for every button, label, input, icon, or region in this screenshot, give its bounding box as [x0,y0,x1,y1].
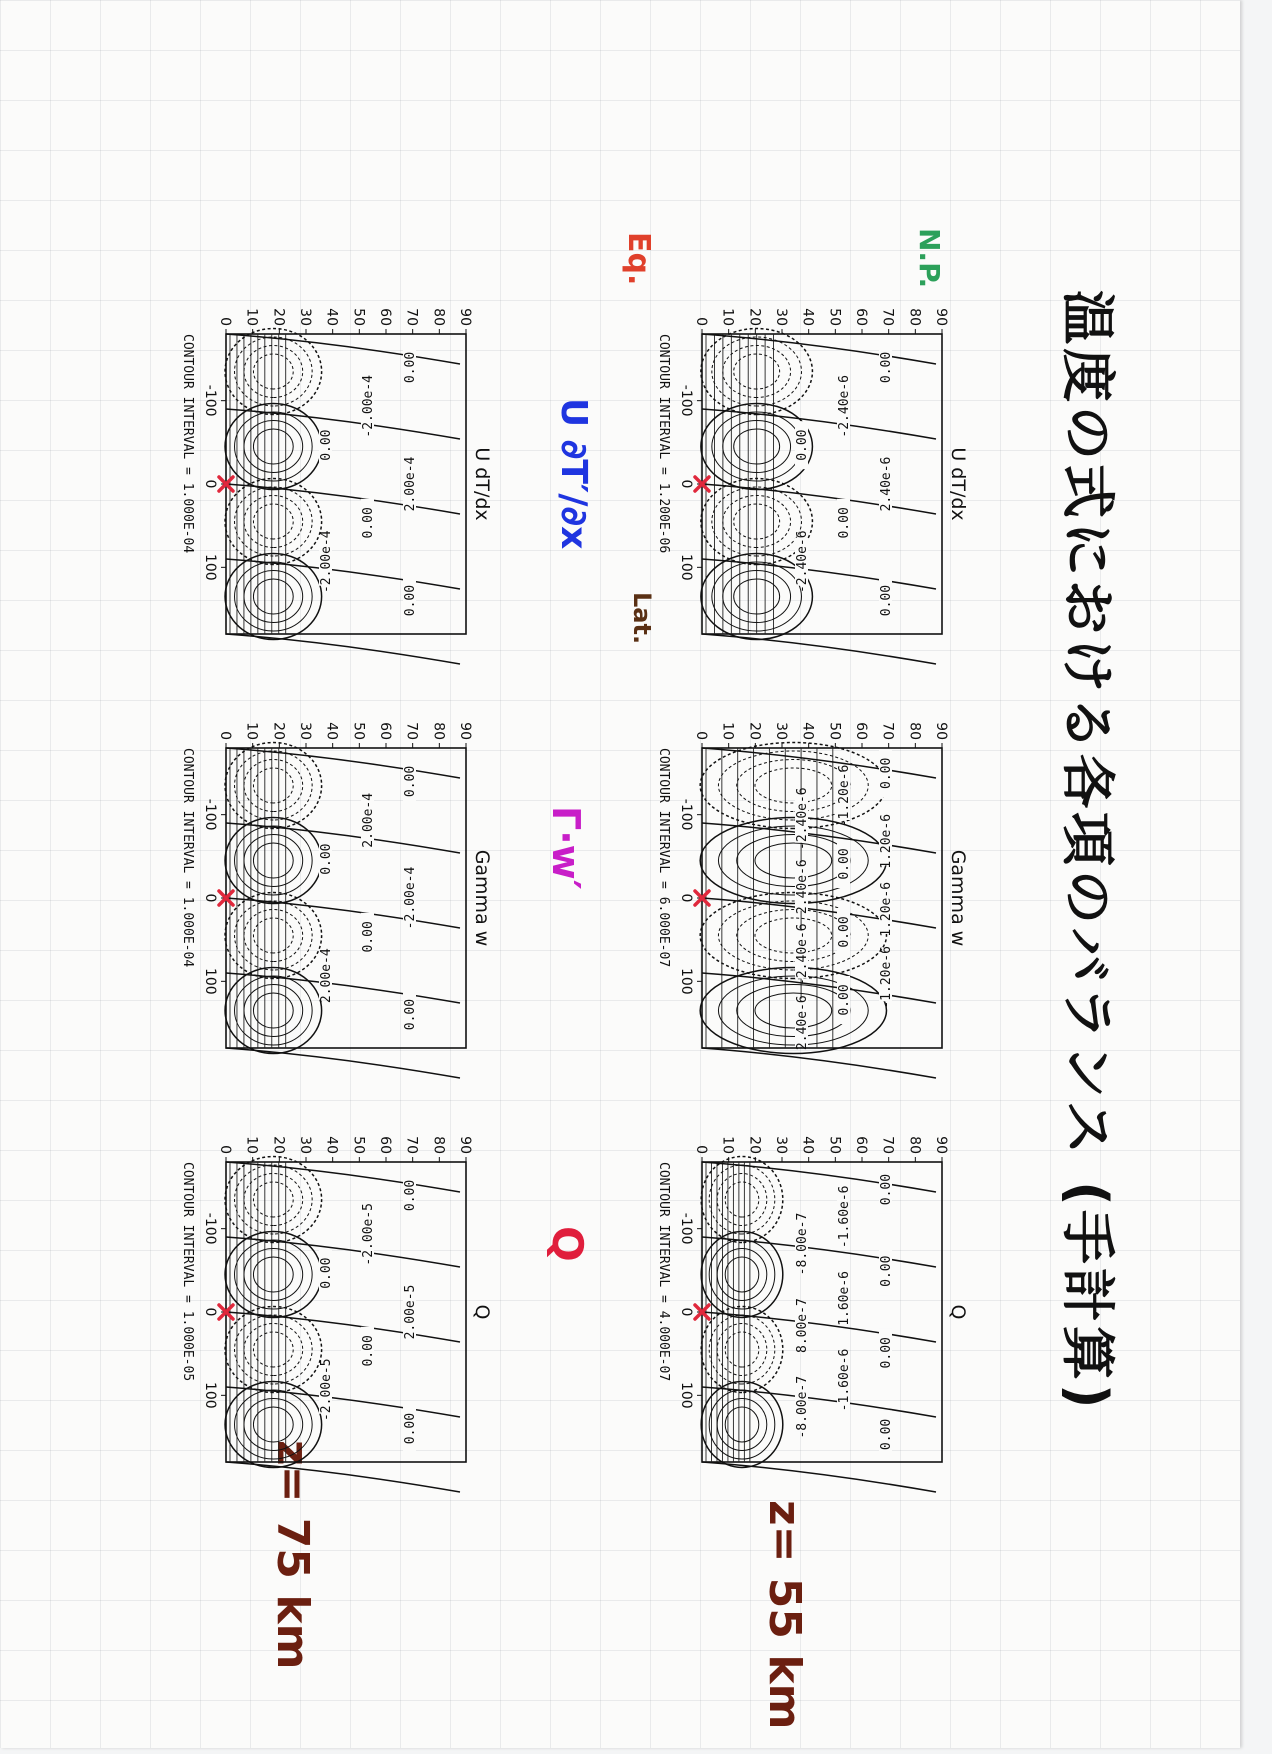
zero-contour [226,334,460,364]
contour-label: -2.40e-6 [795,787,810,850]
contour-label: -2.40e-6 [795,923,810,986]
panel-z55-q [646,1114,970,1474]
contour-label: 0.00 [837,916,852,948]
contour-label: -1.60e-6 [837,1348,852,1412]
contour-cell [253,429,293,464]
contour-label: 2.00e-4 [361,792,376,848]
x-tick-label: -100 [202,384,218,417]
y-tick-label: 0 [217,317,233,326]
contour-label: 8.00e-7 [795,1298,810,1353]
contour-label: 0.00 [879,1173,894,1206]
contour-cell [235,1390,313,1459]
y-tick-label: 50 [350,308,367,326]
y-tick-label: 30 [773,1136,789,1154]
contour-cell [244,421,303,473]
contour-label: -2.00e-5 [319,1358,334,1422]
y-tick-label: 40 [323,308,340,326]
contour-interval: CONTOUR INTERVAL = 1.000E-04 [180,334,195,554]
contour-cell [701,1232,783,1318]
contour-label: -8.00e-7 [795,1212,810,1276]
contour-label: 0.00 [361,1335,376,1367]
z75-annotation: z= 75 km [267,1440,318,1670]
contour-cell [701,1307,783,1393]
contour-cell [244,1174,303,1226]
x-tick-label: 100 [202,967,218,995]
y-tick-label: 40 [799,1136,816,1154]
y-tick-label: 80 [906,1136,923,1154]
zero-contour [226,748,460,778]
contour-label: -2.40e-6 [795,530,810,594]
contour-label: -2.40e-6 [837,374,852,438]
panel-title: Gamma w [471,849,493,947]
contour-cell [244,496,303,548]
contour-cell [709,1165,775,1234]
contour-cell [253,504,293,539]
contour-cell [253,1332,293,1367]
contour-cell [253,1182,293,1217]
y-tick-label: 30 [773,722,789,740]
contour-interval: CONTOUR INTERVAL = 4.000E-07 [656,1162,671,1382]
y-tick-label: 30 [297,722,313,740]
y-tick-label: 70 [879,308,896,326]
contour-cell [725,1182,759,1217]
y-tick-label: 10 [243,722,260,740]
contour-label: 0.00 [319,429,334,461]
contour-label: 0.00 [361,921,376,953]
contour-cell [235,751,313,820]
contour-label: 2.40e-6 [879,456,894,512]
x-tick-label: 100 [678,553,694,581]
contour-cell [235,562,313,631]
panel-title: U dT/dx [471,447,493,521]
panel-z75-u-dtdx [170,286,494,646]
zero-contour [702,634,936,664]
y-tick-label: 0 [693,731,709,740]
contour-cell [235,976,313,1045]
panel-z75-gamma-w [170,700,494,1060]
y-tick-label: 60 [853,308,869,326]
y-tick-label: 20 [270,722,287,740]
y-tick-label: 60 [377,722,393,740]
contour-cell [253,993,293,1028]
contour-label: 0.00 [837,984,852,1016]
plot-frame [702,1162,942,1462]
contour-label: 0.00 [879,757,894,789]
y-tick-label: 40 [799,722,816,740]
x-tick-label: 100 [202,553,218,581]
contour-label: 0.00 [403,1179,418,1212]
y-tick-label: 80 [430,308,447,326]
y-tick-label: 10 [719,308,736,326]
contour-cell [253,918,293,953]
y-tick-label: 70 [403,308,420,326]
x-tick-label: 0 [202,1307,218,1317]
y-tick-label: 80 [906,722,923,740]
contour-label: 1.20e-6 [879,881,894,937]
contour-label: 2.00e-4 [319,948,334,1004]
y-tick-label: 50 [350,722,367,740]
zero-contour [702,484,936,514]
y-tick-label: 10 [243,308,260,326]
x-tick-label: -100 [678,384,694,417]
contour-cell [253,1407,293,1442]
panel-title: Gamma w [947,849,969,947]
y-tick-label: 10 [719,722,736,740]
contour-cell [701,1382,783,1468]
panel-z75-q [170,1114,494,1474]
contour-label: 1.60e-6 [837,1271,852,1326]
contour-cell [253,354,293,389]
contour-cell [701,1157,783,1243]
contour-label: 0.00 [319,1257,334,1289]
y-tick-label: 20 [270,1136,287,1154]
contour-label: 2.40e-6 [795,859,810,915]
y-tick-label: 80 [430,1136,447,1154]
contour-label: 0.00 [879,1255,894,1287]
contour-label: 2.40e-6 [795,995,810,1051]
x-tick-label: 100 [202,1381,218,1409]
zero-contour [702,334,936,364]
contour-cell [717,1174,767,1226]
y-tick-label: 50 [826,1136,843,1154]
panel-title: Q [947,1304,969,1320]
contour-cell [717,1324,767,1376]
x-tick-label: -100 [678,798,694,831]
y-tick-label: 90 [457,722,473,740]
uterm-annotation: U ∂T′/∂x [553,398,594,550]
y-tick-label: 20 [746,722,763,740]
x-tick-label: 0 [202,893,218,903]
lat-annotation: Lat. [628,592,656,645]
y-tick-label: 30 [773,308,789,326]
plot-frame [702,334,942,634]
y-tick-label: 0 [217,731,233,740]
contour-plot [650,700,970,1060]
contour-cell [717,1399,767,1451]
contour-label: 0.00 [879,584,894,617]
eq-annotation: Eq. [621,232,656,286]
contour-cell [244,1399,303,1451]
x-tick-label: 100 [678,1381,694,1409]
gterm-annotation: Γ·w′ [544,806,588,890]
zero-contour [702,1387,936,1417]
contour-label: 2.00e-5 [403,1284,418,1340]
contour-cell [244,835,303,887]
y-tick-label: 10 [243,1136,260,1154]
contour-cell [235,901,313,970]
y-tick-label: 60 [377,1136,393,1154]
y-tick-label: 40 [323,722,340,740]
contour-cell [244,571,303,623]
contour-cell [244,1249,303,1301]
y-tick-label: 90 [933,722,949,740]
contour-cell [235,1165,313,1234]
contour-label: 0.00 [795,429,810,461]
contour-cell [725,1332,759,1367]
plot-frame [226,748,466,1048]
contour-label: 0.00 [361,507,376,539]
contour-cell [700,968,886,1054]
contour-cell [235,337,313,406]
contour-cell [755,918,832,953]
contour-cell [235,826,313,895]
x-tick-label: 0 [202,479,218,489]
panel-title: Q [471,1304,493,1320]
y-tick-label: 90 [933,1136,949,1154]
contour-label: 0.00 [837,848,852,880]
y-tick-label: 50 [826,308,843,326]
y-tick-label: 0 [693,317,709,326]
contour-cell [244,1324,303,1376]
y-tick-label: 0 [693,1145,709,1154]
contour-cell [244,985,303,1037]
y-tick-label: 30 [297,308,313,326]
x-tick-label: -100 [202,1212,218,1245]
contour-label: -1.20e-6 [879,946,894,1009]
contour-cell [725,1407,759,1442]
plot-frame [226,334,466,634]
y-tick-label: 90 [457,308,473,326]
contour-cell [717,1249,767,1301]
z55-annotation: z= 55 km [759,1500,810,1730]
contour-cell [244,910,303,962]
contour-plot [174,1114,494,1474]
contour-cell [253,579,293,614]
contour-plot [174,700,494,1060]
contour-label: -1.60e-6 [837,1185,852,1249]
contour-plot [650,286,970,646]
y-tick-label: 40 [799,308,816,326]
contour-label: 0.00 [879,1337,894,1369]
contour-label: 0.00 [319,843,334,875]
y-tick-label: 90 [457,1136,473,1154]
contour-interval: CONTOUR INTERVAL = 1.000E-05 [180,1162,195,1382]
contour-label: 0.00 [403,765,418,798]
x-tick-label: 0 [678,479,694,489]
zero-contour [702,748,936,778]
contour-cell [235,487,313,556]
y-tick-label: 70 [403,1136,420,1154]
contour-cell [244,760,303,812]
np-annotation: N.P. [913,228,946,289]
x-tick-label: 100 [678,967,694,995]
contour-label: 0.00 [403,351,418,384]
contour-label: 0.00 [403,1412,418,1445]
contour-cell [244,346,303,398]
zero-contour [702,1162,936,1192]
contour-label: 0.00 [879,1418,894,1451]
y-tick-label: 60 [853,722,869,740]
x-tick-label: 0 [678,1307,694,1317]
y-tick-label: 60 [853,1136,869,1154]
x-tick-label: -100 [202,798,218,831]
y-tick-label: 70 [879,722,896,740]
contour-cell [700,743,886,829]
contour-cell [253,768,293,803]
y-tick-label: 10 [719,1136,736,1154]
contour-cell [235,412,313,481]
y-tick-label: 40 [323,1136,340,1154]
y-tick-label: 80 [906,308,923,326]
plot-frame [226,1162,466,1462]
panel-z55-u-dtdx [646,286,970,646]
zero-contour [702,1237,936,1267]
zero-contour [702,409,936,439]
contour-interval: CONTOUR INTERVAL = 1.200E-06 [656,334,671,554]
qterm-annotation: Q [543,1226,592,1262]
contour-cell [235,1240,313,1309]
y-tick-label: 50 [826,722,843,740]
contour-label: 0.00 [403,998,418,1031]
contour-cell [253,843,293,878]
contour-label: 1.20e-6 [879,813,894,869]
y-tick-label: 80 [430,722,447,740]
zero-contour [226,1162,460,1192]
contour-cell [755,993,832,1028]
contour-label: -1.20e-6 [837,764,852,828]
y-tick-label: 70 [403,722,420,740]
contour-plot [174,286,494,646]
y-tick-label: 30 [297,1136,313,1154]
contour-cell [700,818,886,904]
contour-label: 0.00 [879,351,894,384]
contour-cell [725,1257,759,1292]
contour-interval: CONTOUR INTERVAL = 6.000E-07 [656,748,671,968]
y-tick-label: 50 [350,1136,367,1154]
contour-label: 0.00 [403,584,418,617]
panel-title: U dT/dx [947,447,969,521]
contour-plot [650,1114,970,1474]
contour-cell [709,1315,775,1384]
contour-cell [755,768,832,803]
contour-label: 0.00 [837,507,852,539]
contour-cell [235,1315,313,1384]
panel-z55-gamma-w [646,700,970,1060]
contour-cell [700,893,886,979]
contour-cell [253,1257,293,1292]
contour-cell [709,1240,775,1309]
contour-label: -2.00e-4 [319,530,334,594]
contour-label: -2.00e-4 [403,866,418,930]
contour-cell [709,1390,775,1459]
y-tick-label: 0 [217,1145,233,1154]
x-tick-label: -100 [678,1212,694,1245]
contour-label: -8.00e-7 [795,1375,810,1439]
y-tick-label: 90 [933,308,949,326]
y-tick-label: 20 [746,1136,763,1154]
y-tick-label: 70 [879,1136,896,1154]
contour-interval: CONTOUR INTERVAL = 1.000E-04 [180,748,195,968]
page-title: 温度の式における各項のバランス (手計算) [1056,290,1119,1413]
contour-cell [755,843,832,878]
x-tick-label: 0 [678,893,694,903]
contour-label: 2.00e-4 [403,456,418,512]
y-tick-label: 60 [377,308,393,326]
y-tick-label: 20 [270,308,287,326]
y-tick-label: 20 [746,308,763,326]
contour-label: -2.00e-5 [361,1202,376,1266]
contour-label: -2.00e-4 [361,374,376,438]
zero-contour [702,559,936,589]
